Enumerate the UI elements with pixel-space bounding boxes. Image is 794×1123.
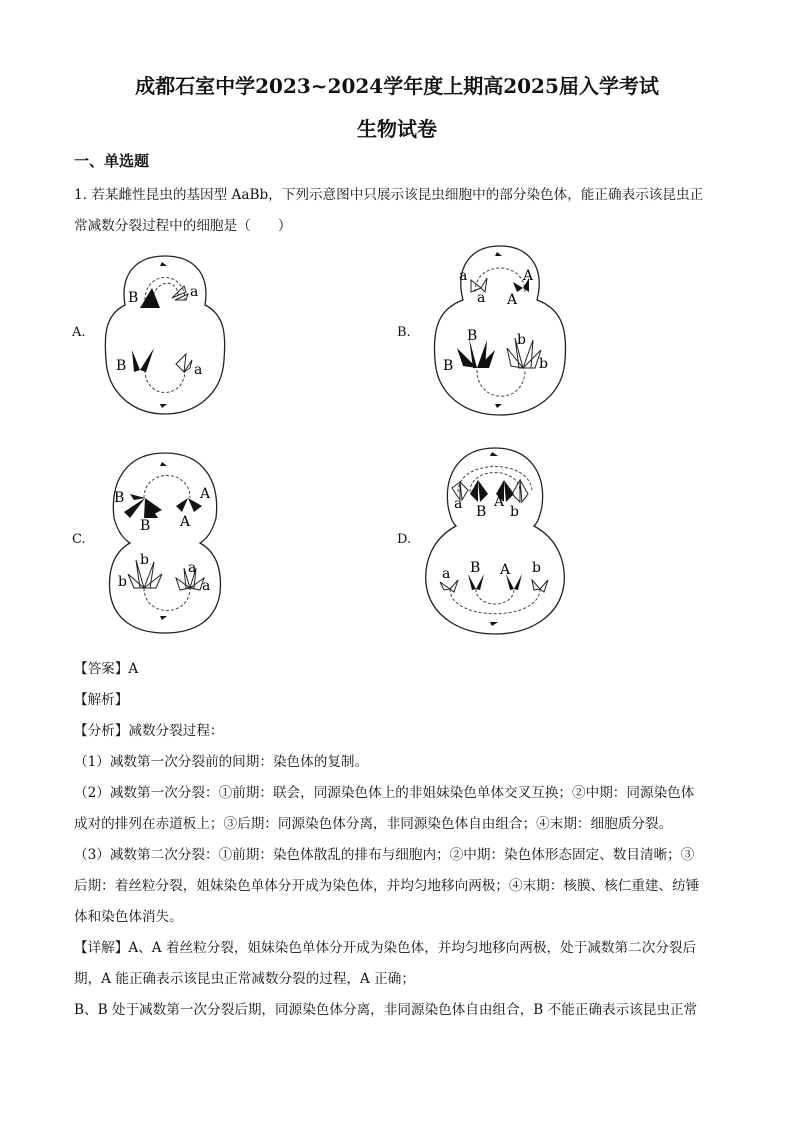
analysis-line: （3）减数第二次分裂：①前期：染色体散乱的排布与细胞内；②中期：染色体形态固定、数目清晰；③	[74, 847, 695, 863]
analysis-line: 后期：着丝粒分裂，姐妹染色单体分开成为染色体，并均匀地移向两极；④末期：核膜、核仁重建、纺锤	[74, 878, 700, 894]
section-heading: 一、单选题	[74, 152, 150, 170]
allele-label: b	[510, 504, 519, 520]
analysis-line: 【分析】减数分裂过程：	[74, 723, 224, 739]
allele-label: A	[500, 562, 511, 578]
detail-line: B、B 处于减数第一次分裂后期，同源染色体分离，非同源染色体自由组合，B 不能正确表示该昆虫正常	[74, 1002, 698, 1018]
analysis-line: （1）减数第一次分裂前的间期：染色体的复制。	[74, 754, 369, 770]
allele-label: b	[539, 356, 548, 372]
option-d-label: D.	[397, 532, 412, 547]
allele-label: a	[188, 560, 197, 576]
allele-label: B	[443, 358, 454, 374]
allele-label: a	[454, 496, 463, 512]
allele-label: b	[532, 560, 541, 576]
analysis-line: 成对的排列在赤道板上；③后期：同源染色体分离，非同源染色体自由组合；④末期：细胞质分裂。	[74, 816, 673, 832]
allele-label: B	[470, 560, 481, 576]
exam-title: 成都石室中学2023~2024学年度上期高2025届入学考试	[135, 74, 659, 98]
option-b-diagram	[425, 240, 575, 420]
allele-label: B	[140, 518, 151, 534]
allele-label: A	[180, 514, 191, 530]
allele-label: A	[507, 292, 518, 308]
allele-label: B	[467, 328, 478, 344]
allele-label: b	[517, 332, 526, 348]
analysis-header: 【解析】	[74, 692, 129, 708]
allele-label: B	[116, 358, 127, 374]
allele-label: a	[194, 362, 203, 378]
answer-line: 【答案】A	[74, 661, 139, 677]
option-b-label: B.	[397, 325, 411, 340]
allele-label: B	[114, 490, 125, 506]
allele-label: B	[128, 290, 139, 306]
option-d-diagram	[420, 444, 570, 639]
allele-label: a	[202, 578, 211, 594]
analysis-line: 体和染色体消失。	[74, 909, 183, 925]
allele-label: a	[442, 566, 451, 582]
exam-subtitle: 生物试卷	[357, 117, 437, 141]
option-c-diagram	[100, 448, 230, 638]
allele-label: A	[200, 486, 211, 502]
option-a-diagram	[100, 250, 230, 420]
allele-label: A	[523, 268, 534, 284]
allele-label: a	[190, 284, 199, 300]
allele-label: B	[476, 504, 487, 520]
question-stem	[74, 180, 722, 242]
allele-label: b	[118, 574, 127, 590]
allele-label: A	[494, 494, 505, 510]
allele-label: a	[459, 268, 468, 284]
analysis-line: （2）减数第一次分裂：①前期：联会，同源染色体上的非姐妹染色单体交叉互换；②中期：同源染色体	[74, 785, 695, 801]
allele-label: b	[140, 552, 149, 568]
question-line-1: 1. 若某雌性昆虫的基因型 AaBb，下列示意图中只展示该昆虫细胞中的部分染色体，能正确表示该昆虫正	[74, 187, 704, 203]
detail-line: 【详解】A、A 着丝粒分裂，姐妹染色单体分开成为染色体，并均匀地移向两极，处于减数第二次分裂后	[74, 940, 697, 956]
detail-line: 期，A 能正确表示该昆虫正常减数分裂的过程，A 正确；	[74, 971, 415, 987]
option-c-label: C.	[72, 532, 86, 547]
allele-label: a	[477, 290, 486, 306]
option-a-label: A.	[72, 325, 86, 340]
question-line-2: 常减数分裂过程中的细胞是（ ）	[74, 218, 292, 234]
